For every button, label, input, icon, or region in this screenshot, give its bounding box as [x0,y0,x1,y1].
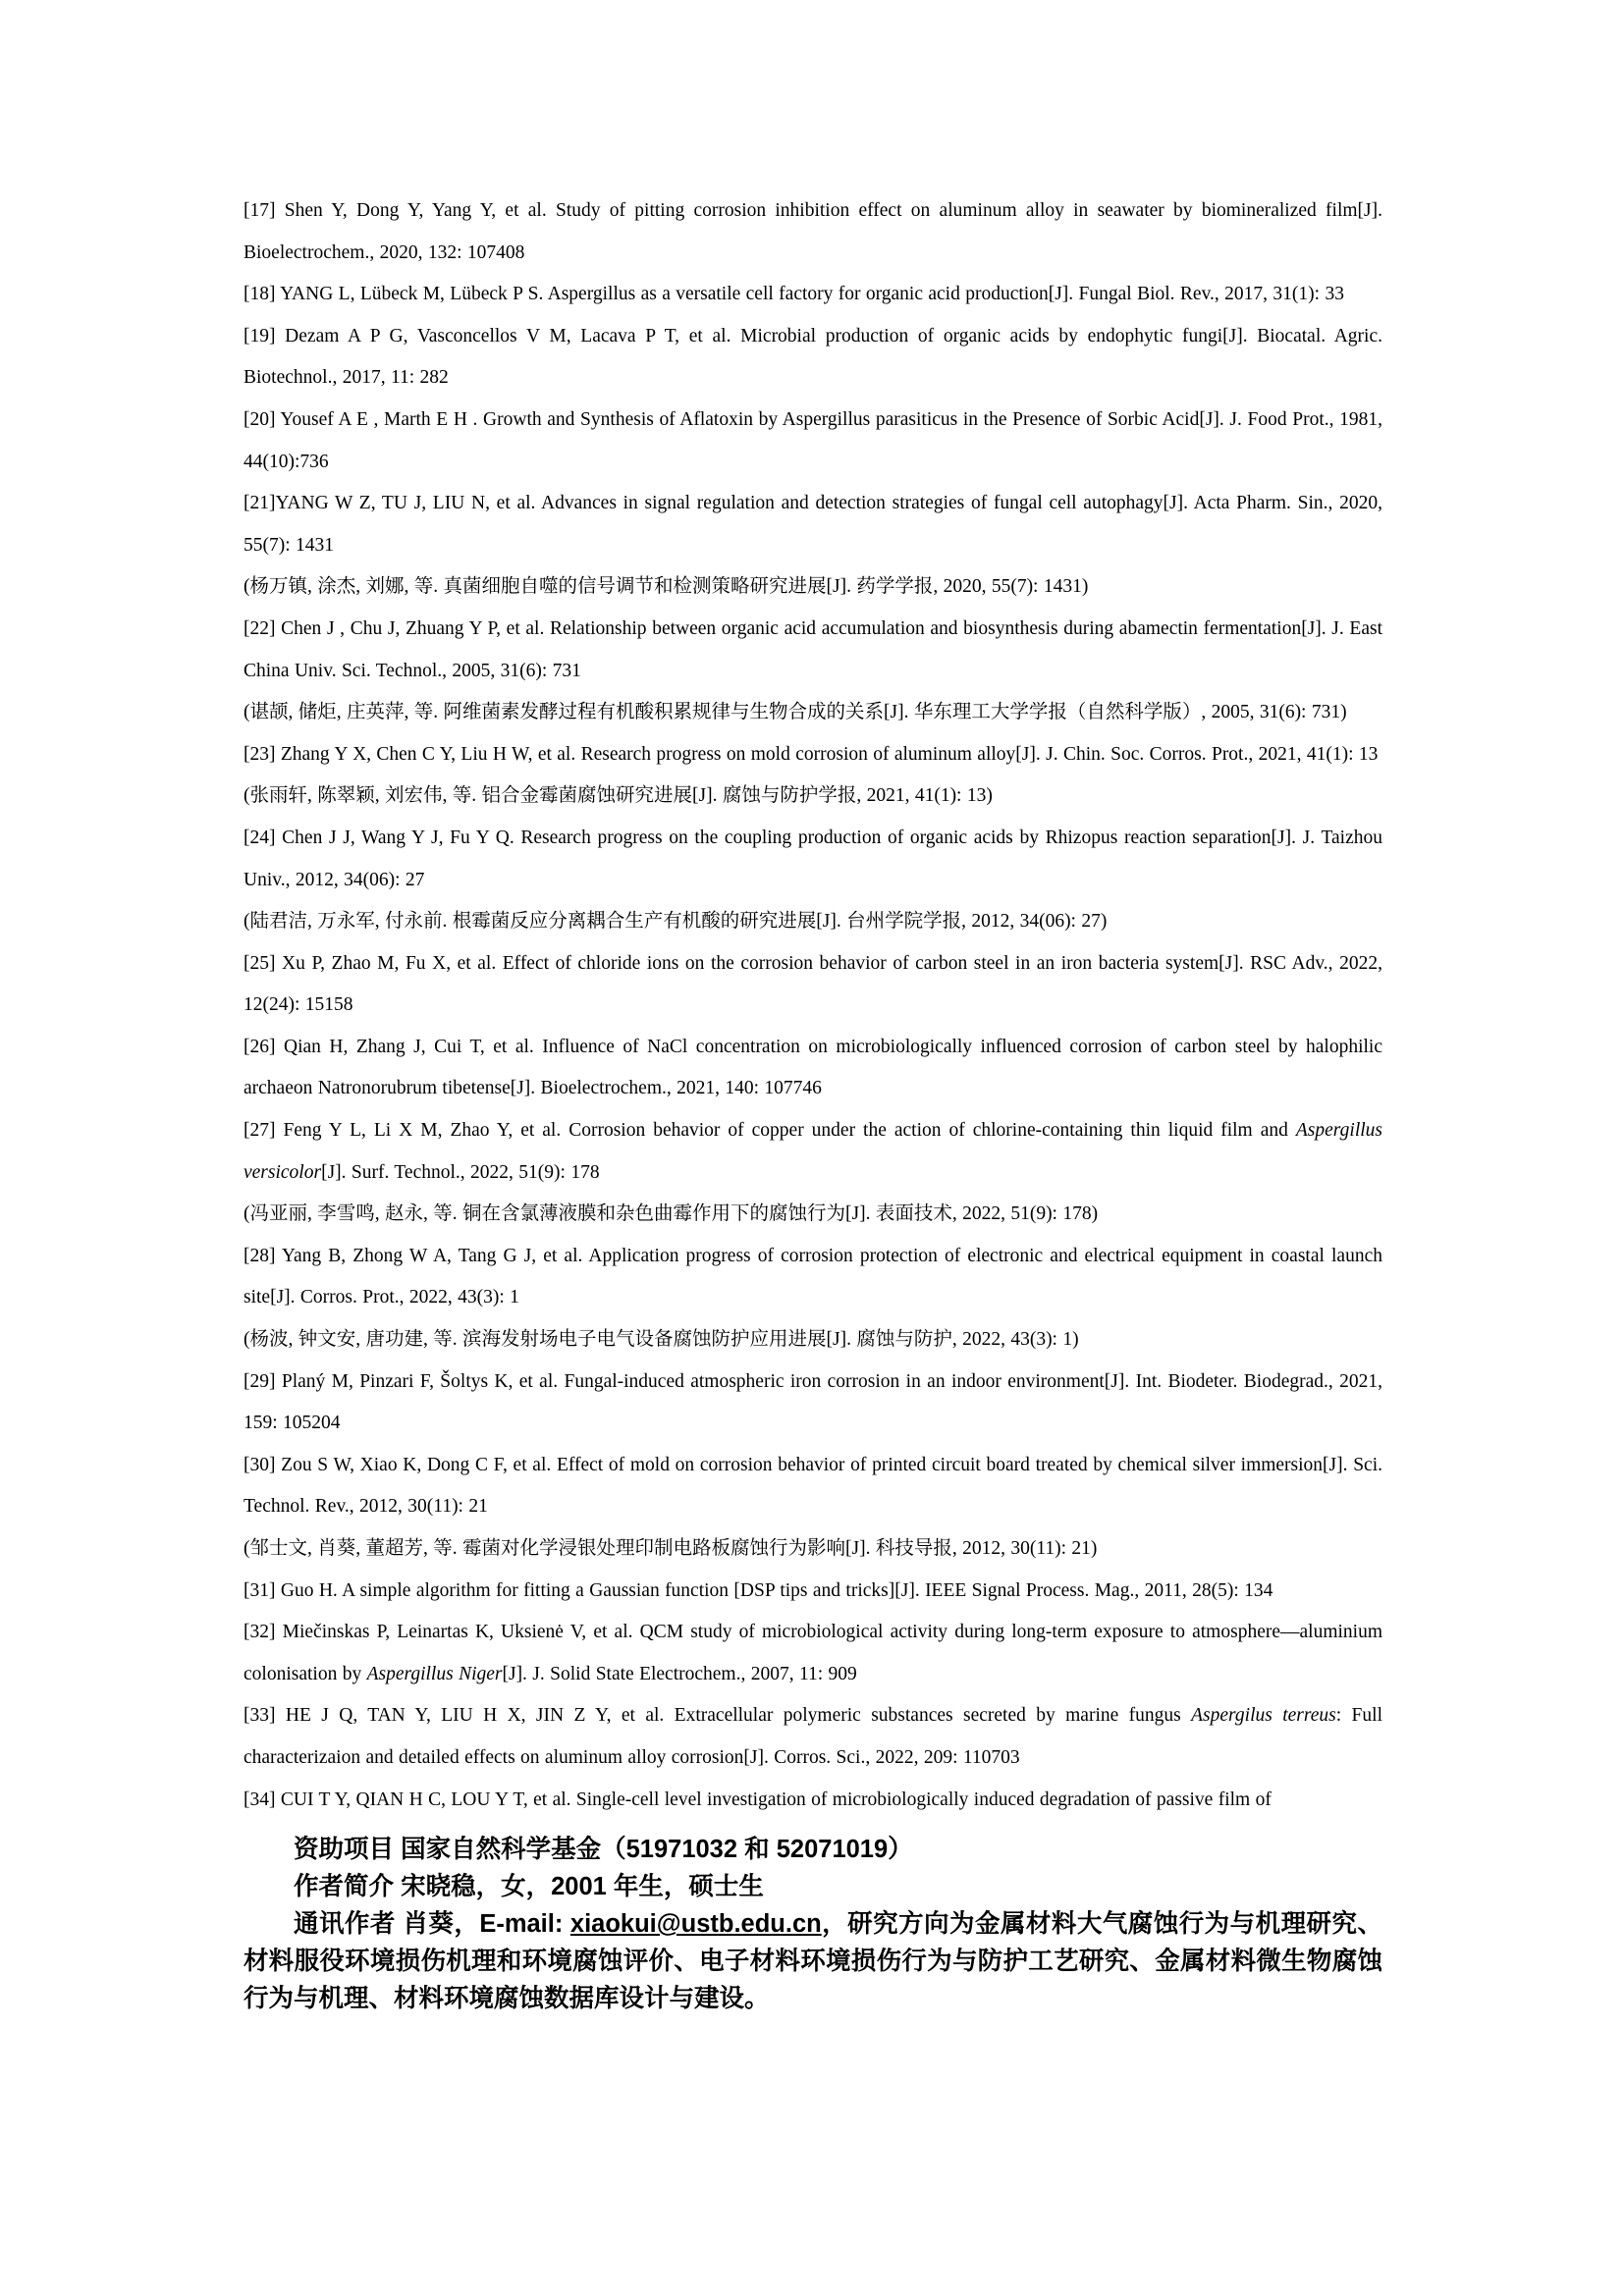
text-run: (张雨轩, 陈翠颖, 刘宏伟, 等. 铝合金霉菌腐蚀研究进展[J]. 腐蚀与防护学报, 2021, 41(1): 13) [244,785,993,807]
text-run: [24] Chen J J, Wang Y J, Fu Y Q. Research progress on the coupling production of organic acids by Rhizopus reaction separation[J]. J. Taizhou Univ., 2012, 34(06): 27 [244,827,1382,890]
reference-entry [244,274,1382,316]
text-run: (冯亚丽, 李雪鸣, 赵永, 等. 铜在含氯薄液膜和杂色曲霉作用下的腐蚀行为[J]. 表面技术, 2022, 51(9): 178) [244,1203,1099,1225]
reference-entry [244,775,1382,818]
text-run: (谌颉, 储炬, 庄英萍, 等. 阿维菌素发酵过程有机酸积累规律与生物合成的关系[J]. 华东理工大学学报（自然科学版）, 2005, 31(6): 731) [244,702,1347,723]
text-run: [32] Miečinskas P, Leinartas K, Uksienė V, et al. QCM study of microbiological activity during long-term exposure to atmosphere—aluminium colonisation by [244,1622,1382,1684]
reference-entry [244,1236,1382,1319]
reference-entry [244,818,1382,901]
reference-entry [244,1194,1382,1236]
reference-entry [244,400,1382,483]
text-run: [26] Qian H, Zhang J, Cui T, et al. Influence of NaCl concentration on microbiologically influenced corrosion of carbon steel by halophilic archaeon Natronorubrum tibetense[J]. Bioelectrochem., 2021, 140: 107746 [244,1036,1382,1099]
author-notes-block [244,1831,1382,2017]
author-note-paragraph [244,1868,1382,1905]
text-run: (杨万镇, 涂杰, 刘娜, 等. 真菌细胞自噬的信号调节和检测策略研究进展[J]. 药学学报, 2020, 55(7): 1431) [244,576,1089,598]
text-run: ，研究方向为金属材料大气腐蚀行为与机理研究、材料服役环境损伤机理和环境腐蚀评价、电子材料环境损伤行为与防护工艺研究、金属材料微生物腐蚀行为与机理、材料环境腐蚀数据库设计与建设。 [244,1910,1382,2013]
text-run: [30] Zou S W, Xiao K, Dong C F, et al. Effect of mold on corrosion behavior of printed circuit board treated by chemical silver immersion[J]. Sci. Technol. Rev., 2012, 30(11): 21 [244,1454,1382,1518]
reference-entry [244,1612,1382,1695]
reference-entry [244,1362,1382,1445]
reference-entry [244,1571,1382,1613]
reference-entry [244,1027,1382,1110]
text-run: [29] Planý M, Pinzari F, Šoltys K, et al. Fungal-induced atmospheric iron corrosion in an indoor environment[J]. Int. Biodeter. Biodegrad., 2021, 159: 105204 [244,1370,1382,1434]
text-run: (邹士文, 肖葵, 董超芳, 等. 霉菌对化学浸银处理印制电路板腐蚀行为影响[J]. 科技导报, 2012, 30(11): 21) [244,1538,1098,1559]
text-run: Aspergilus terreus [1191,1705,1336,1727]
reference-entry [244,483,1382,566]
page-content [244,190,1382,2017]
text-run: : Full characterizaion and detailed effects on aluminum alloy corrosion[J]. Corros. Sci., 2022, 209: 110703 [244,1705,1382,1768]
text-run: [20] Yousef A E , Marth E H . Growth and Synthesis of Aflatoxin by Aspergillus parasiticus in the Presence of Sorbic Acid[J]. J. Food Prot., 1981, 44(10):736 [244,408,1382,472]
reference-entry [244,943,1382,1027]
email-link[interactable]: xiaokui@ustb.edu.cn [569,1910,822,1939]
text-run: Aspergillus Niger [366,1663,503,1684]
text-run: [34] CUI T Y, QIAN H C, LOU Y T, et al. Single-cell level investigation of microbiologically induced degradation of passive film of [244,1789,1272,1810]
text-run: [22] Chen J , Chu J, Zhuang Y P, et al. Relationship between organic acid accumulation and biosynthesis during abamectin fermentation[J]. J. East China Univ. Sci. Technol., 2005, 31(6): 731 [244,617,1382,681]
text-run: [23] Zhang Y X, Chen C Y, Liu H W, et al. Research progress on mold corrosion of aluminum alloy[J]. J. Chin. Soc. Corros. Prot., 2021, 41(1): 13 [244,743,1379,765]
text-run: [25] Xu P, Zhao M, Fu X, et al. Effect of chloride ions on the corrosion behavior of carbon steel in an iron bacteria system[J]. RSC Adv., 2022, 12(24): 15158 [244,952,1382,1016]
text-run: [18] YANG L, Lübeck M, Lübeck P S. Aspergillus as a versatile cell factory for organic acid production[J]. Fungal Biol. Rev., 2017, 31(1): 33 [244,284,1344,305]
reference-entry [244,1780,1382,1822]
text-run: (杨波, 钟文安, 唐功建, 等. 滨海发射场电子电气设备腐蚀防护应用进展[J]. 腐蚀与防护, 2022, 43(3): 1) [244,1329,1079,1351]
reference-entry [244,1695,1382,1779]
author-note-paragraph [244,1831,1382,1868]
text-run: [33] HE J Q, TAN Y, LIU H X, JIN Z Y, et al. Extracellular polymeric substances secreted by marine fungus [244,1705,1192,1727]
reference-entry [244,1110,1382,1194]
reference-entry [244,692,1382,734]
text-run: [19] Dezam A P G, Vasconcellos V M, Lacava P T, et al. Microbial production of organic acids by endophytic fungi[J]. Biocatal. Agric. Biotechnol., 2017, 11: 282 [244,325,1382,389]
text-run: [28] Yang B, Zhong W A, Tang G J, et al. Application progress of corrosion protection of electronic and electrical equipment in coastal launch site[J]. Corros. Prot., 2022, 43(3): 1 [244,1245,1382,1308]
text-run: [J]. J. Solid State Electrochem., 2007, 11: 909 [502,1663,857,1684]
text-run: [17] Shen Y, Dong Y, Yang Y, et al. Study of pitting corrosion inhibition effect on aluminum alloy in seawater by biomineralized film[J]. Bioelectrochem., 2020, 132: 107408 [244,200,1382,263]
text-run: 作者简介 宋晓稳，女，2001 年生，硕士生 [294,1873,764,1901]
reference-entry [244,901,1382,943]
reference-list [244,190,1382,1821]
text-run: [21]YANG W Z, TU J, LIU N, et al. Advances in signal regulation and detection strategies of fungal cell autophagy[J]. Acta Pharm. Sin., 2020, 55(7): 1431 [244,493,1382,556]
reference-entry [244,1319,1382,1362]
author-note-paragraph [244,1905,1382,2017]
text-run: 通讯作者 肖葵，E-mail: [294,1910,570,1939]
reference-entry [244,566,1382,609]
reference-entry [244,609,1382,692]
reference-entry [244,316,1382,400]
reference-entry [244,734,1382,776]
reference-entry [244,1445,1382,1528]
text-run: 资助项目 国家自然科学基金（51971032 和 52071019） [294,1836,913,1864]
reference-entry [244,190,1382,274]
text-run: Aspergillus versicolor [244,1120,1382,1183]
text-run: [31] Guo H. A simple algorithm for fitting a Gaussian function [DSP tips and tricks][J]. IEEE Signal Process. Mag., 2011, 28(5): 134 [244,1579,1273,1601]
reference-entry [244,1528,1382,1571]
text-run: (陆君洁, 万永军, 付永前. 根霉菌反应分离耦合生产有机酸的研究进展[J]. 台州学院学报, 2012, 34(06): 27) [244,911,1108,933]
text-run: [27] Feng Y L, Li X M, Zhao Y, et al. Corrosion behavior of copper under the action of chlorine-containing thin liquid film and [244,1120,1296,1142]
text-run: [J]. Surf. Technol., 2022, 51(9): 178 [321,1161,600,1183]
